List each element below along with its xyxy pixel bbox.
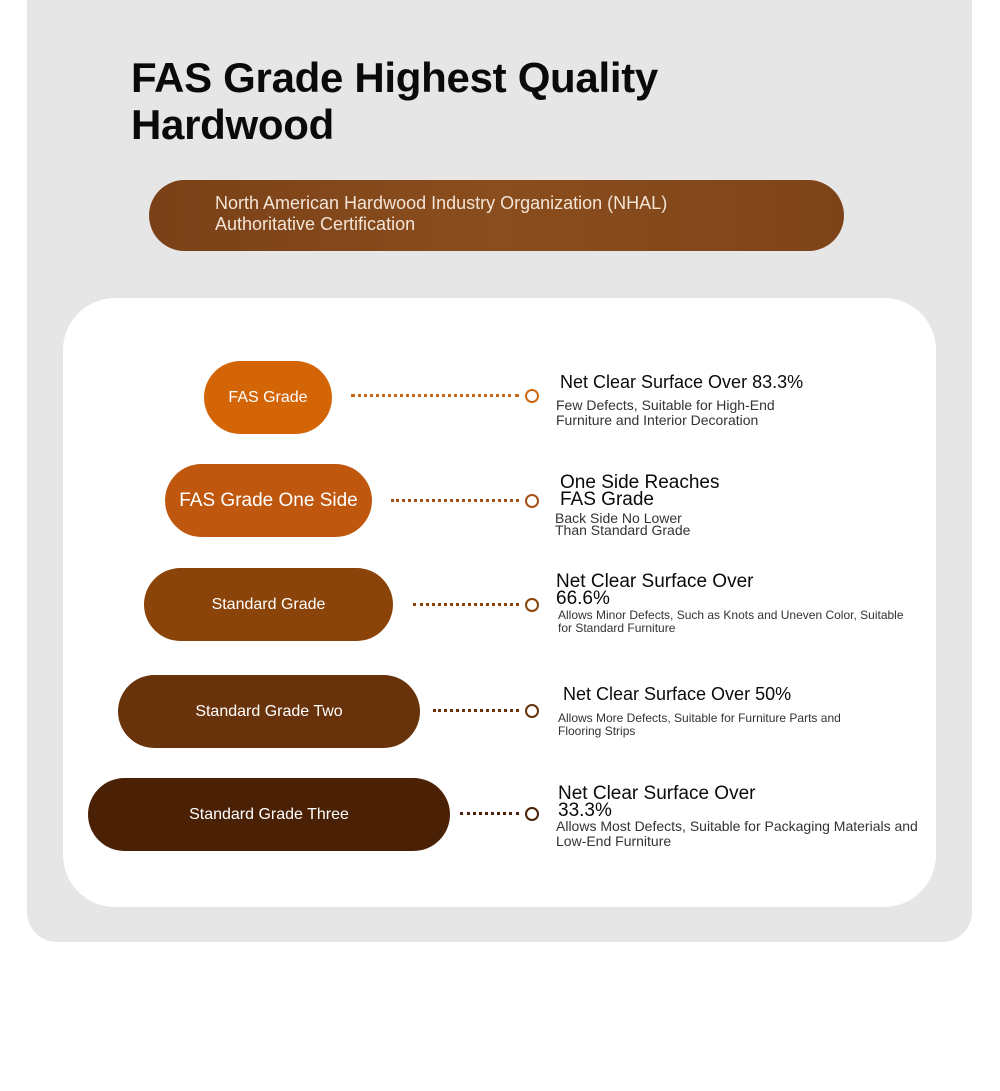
heading-line: FAS Grade [560, 489, 654, 510]
grade-heading [556, 573, 753, 607]
grade-pill-standard [144, 568, 393, 641]
heading-line: 66.6% [556, 588, 610, 609]
grade-pill-standard-two [118, 675, 420, 748]
certification-text [215, 193, 775, 235]
connector-dots [391, 499, 519, 502]
grade-label: Standard Grade [211, 595, 326, 613]
connector-ring-icon [525, 704, 539, 718]
heading-line: 33.3% [558, 800, 612, 821]
grade-label: Standard Grade Two [195, 702, 343, 720]
certification-line-2: Authoritative Certification [215, 214, 416, 234]
connector-ring-icon [525, 807, 539, 821]
grade-description [558, 609, 904, 635]
grade-pill-standard-three [88, 778, 450, 851]
desc-line: Low-End Furniture [556, 833, 672, 849]
connector-ring-icon [525, 389, 539, 403]
grade-heading [558, 785, 755, 819]
grade-heading: Net Clear Surface Over 50% [563, 684, 792, 704]
grade-label: FAS Grade [228, 388, 308, 406]
grade-description [556, 819, 918, 849]
desc-line: Allows More Defects, Suitable for Furniture Parts and [558, 711, 841, 725]
connector-ring-icon [525, 598, 539, 612]
grade-label: Standard Grade Three [189, 805, 349, 823]
certification-line-1: North American Hardwood Industry Organization (NHAL) [215, 193, 668, 213]
desc-line: Back Side No Lower [555, 510, 682, 526]
page-title: FAS Grade Highest Quality Hardwood [131, 54, 658, 148]
desc-line: for Standard Furniture [558, 621, 676, 635]
desc-line: Flooring Strips [558, 724, 636, 738]
connector-dots [351, 394, 519, 397]
desc-line: Than Standard Grade [555, 522, 691, 538]
grade-pill-fas-one-side [165, 464, 372, 537]
desc-line: Furniture and Interior Decoration [556, 412, 759, 428]
heading-line: Net Clear Surface Over [558, 783, 756, 804]
desc-line: Allows Minor Defects, Such as Knots and Uneven Color, Suitable [558, 608, 904, 622]
grade-pill-fas [204, 361, 332, 434]
grade-heading: Net Clear Surface Over 83.3% [560, 372, 804, 392]
connector-dots [413, 603, 519, 606]
heading-line: One Side Reaches [560, 472, 720, 493]
grade-label: FAS Grade One Side [179, 489, 358, 511]
grade-description [558, 712, 841, 738]
desc-line: Few Defects, Suitable for High-End [556, 397, 775, 413]
heading-line: Net Clear Surface Over [556, 571, 754, 592]
grade-description [555, 512, 690, 536]
grade-heading [560, 474, 720, 508]
connector-dots [460, 812, 519, 815]
connector-ring-icon [525, 494, 539, 508]
desc-line: Allows Most Defects, Suitable for Packaging Materials and [556, 818, 918, 834]
grade-description [556, 398, 775, 428]
connector-dots [433, 709, 519, 712]
